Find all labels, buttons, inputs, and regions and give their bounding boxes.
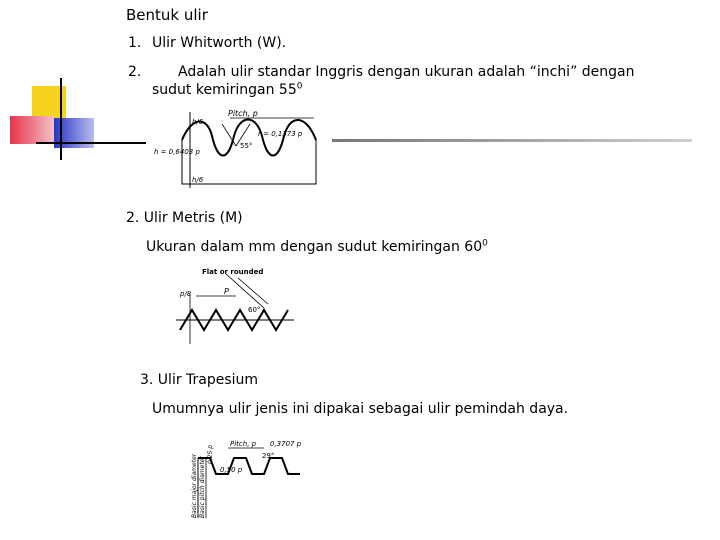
deco-horizontal-line [36, 142, 146, 144]
trapezoidal-major-label: Basic major diameter [191, 453, 198, 518]
whitworth-h6-bottom-label: h/6 [192, 176, 204, 184]
deco-red-square [10, 116, 54, 144]
whitworth-height-label: h = 0,6403 p [154, 148, 200, 156]
whitworth-radius-label: r = 0,1373 p [258, 130, 303, 138]
trapezoidal-crest-label: 0,3707 p [270, 440, 302, 448]
whitworth-pitch-label: Pitch, p [228, 109, 258, 118]
metric-p8-label: p/8 [180, 290, 192, 298]
trapezoidal-root-label: 0,50 p [220, 466, 243, 474]
whitworth-angle-label: 55° [240, 142, 253, 150]
metric-thread-figure [176, 264, 296, 348]
deco-vertical-line [60, 78, 62, 160]
metris-desc: Ukuran dalam mm dengan sudut kemiringan $60^0$ [146, 238, 488, 255]
trapezoidal-angle-label: 29° [262, 452, 275, 460]
deco-gray-rule [332, 139, 692, 142]
trapezoidal-pitch-label: Pitch, p [230, 440, 257, 448]
whitworth-heading: Ulir Whitworth (W). [152, 35, 287, 51]
whitworth-h6-top-label: h/6 [192, 118, 204, 126]
trapezoidal-depth-label: 0,25 p [207, 444, 214, 464]
trapezoidal-thread-figure [176, 436, 304, 520]
trapesium-desc: Umumnya ulir jenis ini dipakai sebagai ulir pemindah daya. [152, 401, 569, 417]
list-number-1: 1. [128, 35, 142, 51]
slide-title: Bentuk ulir [126, 6, 208, 24]
whitworth-desc-line1: Adalah ulir standar Inggris dengan ukuran adalah “inchi” dengan [178, 64, 635, 80]
whitworth-desc-line2: sudut kemiringan $55^0$ [152, 81, 303, 98]
metris-heading: 2. Ulir Metris (M) [126, 210, 243, 226]
metric-p-label: P [224, 287, 229, 296]
list-number-2: 2. [128, 64, 142, 80]
metric-flat-label: Flat or rounded [202, 268, 264, 276]
metric-angle-label: 60° [248, 306, 261, 314]
trapesium-heading: 3. Ulir Trapesium [140, 372, 259, 388]
trapezoidal-pitchdia-label: Basic pitch diameter [199, 456, 206, 518]
whitworth-thread-figure [152, 106, 322, 192]
